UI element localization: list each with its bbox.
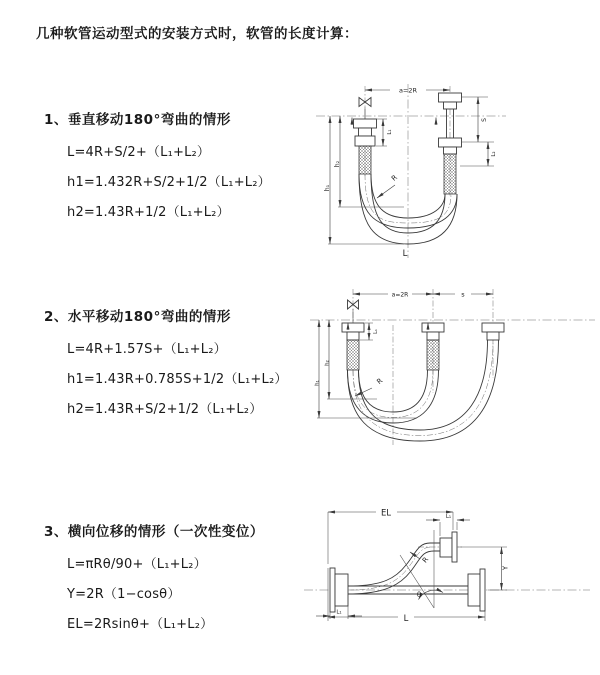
right-pipe-fitting [439,93,462,194]
dim-label-h2: h₂ [324,360,331,366]
right-pipe-fitting [482,323,504,340]
formula-h2: h2=1.43R+1/2（L₁+L₂） [67,205,230,220]
dim-label-l1: L₁ [373,329,379,334]
dim-label-radius: R [420,555,431,565]
dim-label-l1: L₁ [387,129,393,135]
dim-label-theta: θ [416,591,422,599]
formula-el: EL=2Rsinθ+（L₁+L₂） [67,617,214,632]
upper-hub [440,538,452,557]
hose-displaced-position [348,532,457,594]
left-pipe-fitting [342,323,364,370]
formula-h1: h1=1.432R+S/2+1/2（L₁+L₂） [67,175,271,190]
dim-label-y: Y [501,565,510,571]
dim-label-l1-top: L₁ [445,514,452,520]
formula-length: L=4R+1.57S+（L₁+L₂） [67,342,227,357]
dim-top-width [353,291,493,299]
dim-label-top-width: a=2R [391,291,409,299]
diagram-vertical-180 [308,76,598,266]
angle-theta-annotation [400,530,443,608]
formula-h1: h1=1.43R+0.785S+1/2（L₁+L₂） [67,372,288,387]
section-horizontal-180 [44,305,288,428]
section-3-heading: 3、横向位移的情形（一次性变位） [44,524,264,540]
braided-hose-section [359,146,371,174]
braided-hose-section [444,154,456,194]
dim-heights [324,116,436,244]
upper-flange [452,532,457,562]
dim-fitting-top [426,514,470,536]
section-lateral-offset [44,520,264,643]
dim-travel-s [460,97,497,166]
middle-pipe-fitting [422,323,444,370]
dim-label-h1: h₁ [324,184,331,192]
section-1-heading: 1、垂直移动180°弯曲的情形 [44,112,231,128]
left-pipe-fitting [354,119,377,174]
dim-label-h2: h₂ [334,160,341,168]
page-title: 几种软管运动型式的安装方式时，软管的长度计算： [36,26,358,42]
formula-y: Y=2R（1−cosθ） [67,587,181,602]
dim-label-l2: L₂ [491,151,497,157]
dim-label-length: L [402,249,408,259]
bend-radius-annotation [377,173,399,198]
dim-label-radius: R [375,376,385,387]
formula-length: L=πRθ/90+（L₁+L₂） [67,557,207,572]
dim-label-s: S [481,118,488,122]
braided-hose-section [427,340,439,370]
dim-label-el: EL [380,508,392,519]
dim-label-h1: h₁ [314,380,321,386]
diagram-lateral-offset [298,498,598,643]
dim-label-radius: R [389,173,399,183]
section-vertical-180 [44,108,271,231]
formula-h2: h2=1.43R+S/2+1/2（L₁+L₂） [67,402,263,417]
hose-u-bend-position-2 [348,340,499,441]
left-flange [330,568,348,612]
dim-label-l1-bottom: L₁ [336,609,342,616]
dim-heights [315,320,429,418]
section-2-heading: 2、水平移动180°弯曲的情形 [44,309,231,325]
dim-label-length: L [403,614,409,624]
dim-label-top-width: a=2R [398,86,418,95]
diagram-horizontal-180 [305,283,600,448]
dim-top-width [365,87,450,95]
centerlines [316,84,506,258]
dim-fitting-left [376,119,393,146]
dim-label-s: s [461,290,465,299]
braided-hose-section [347,340,359,370]
formula-length: L=4R+S/2+（L₁+L₂） [67,145,211,160]
